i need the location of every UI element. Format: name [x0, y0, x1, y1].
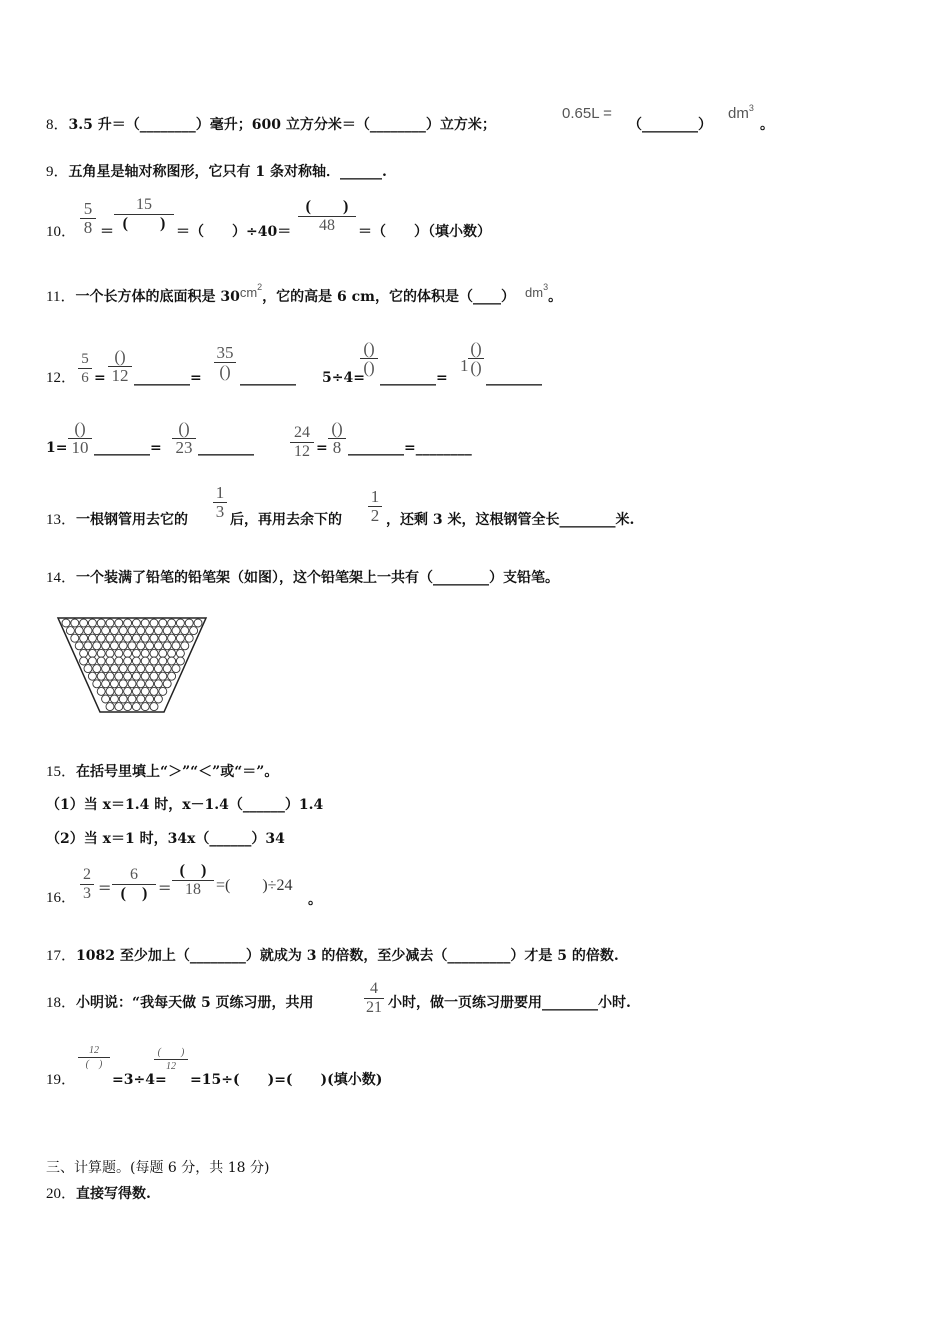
pencil-circle	[168, 657, 176, 665]
pencil-circle	[159, 634, 167, 642]
q16-equals-2: =	[158, 878, 172, 897]
pencil-circle	[110, 665, 118, 673]
q12-row2-mid: ________=	[94, 440, 162, 456]
pencil-circle	[132, 657, 140, 665]
q11-text-a: 一个长方体的底面积是 30	[75, 289, 240, 305]
q12-row2-fraction-4: () 8	[328, 420, 346, 457]
pencil-circle	[163, 642, 171, 650]
pencil-circle	[97, 657, 105, 665]
question-number: 17．	[46, 948, 77, 964]
q12-fraction-2: () 12	[108, 348, 132, 385]
q14-text: 一个装满了铅笔的铅笔架（如图），这个铅笔架上一共有（________）支铅笔。	[76, 570, 560, 586]
q12-blank-1: ________	[240, 370, 296, 386]
pencil-circle	[132, 634, 140, 642]
pencil-circle	[80, 649, 88, 657]
q12-row2-blank: ________	[198, 440, 254, 456]
pencil-circle	[93, 665, 101, 673]
pencil-circle	[110, 680, 118, 688]
pencil-circle	[97, 649, 105, 657]
pencil-circle	[159, 687, 167, 695]
pencil-circle	[88, 649, 96, 657]
pencil-circle	[132, 619, 140, 627]
q12-row2-fraction-1: () 10	[68, 420, 92, 457]
pencil-circle	[88, 657, 96, 665]
q10-fraction-3: ( ) 48	[298, 198, 356, 235]
q13-text-a: 一根钢管用去它的	[76, 512, 189, 528]
question-number: 8．	[46, 117, 69, 133]
pencil-circle	[150, 657, 158, 665]
pencil-circle	[102, 642, 110, 650]
question-13	[46, 510, 188, 530]
q10-fraction-1: 5 8	[80, 200, 96, 237]
q12-fraction-1: 5 6	[78, 350, 92, 387]
question-20	[46, 1184, 151, 1204]
pencil-circle	[172, 665, 180, 673]
q12-blank-2: ________	[486, 370, 542, 386]
pencil-rack-figure	[56, 616, 208, 714]
pencil-circle	[102, 680, 110, 688]
q12-fraction-5: () ()	[468, 340, 484, 377]
pencil-circle	[115, 634, 123, 642]
pencil-circle	[159, 649, 167, 657]
q16-fraction-1: 2 3	[80, 866, 94, 903]
pencil-circle	[172, 642, 180, 650]
pencil-circle	[119, 680, 127, 688]
q12-row2-lead: 1=	[46, 440, 68, 456]
pencil-circle	[190, 627, 198, 635]
pencil-circle	[141, 657, 149, 665]
pencil-circle	[128, 627, 136, 635]
question-number: 9．	[46, 164, 69, 180]
pencil-circle	[119, 695, 127, 703]
pencil-circle	[150, 672, 158, 680]
pencil-circle	[150, 619, 158, 627]
pencil-circle	[97, 687, 105, 695]
pencil-circle	[71, 619, 79, 627]
pencil-circle	[88, 619, 96, 627]
pencil-circle	[146, 695, 154, 703]
pencil-circle	[150, 687, 158, 695]
question-number: 16．	[46, 890, 77, 906]
question-number: 18．	[46, 995, 77, 1011]
question-19	[46, 1070, 76, 1090]
pencil-circle	[124, 634, 132, 642]
pencil-circle	[168, 634, 176, 642]
pencil-circle	[106, 657, 114, 665]
pencil-circle	[141, 619, 149, 627]
question-17	[46, 946, 619, 966]
pencil-circle	[88, 672, 96, 680]
pencil-circle	[163, 680, 171, 688]
q8-unit: $dm^3$	[728, 103, 754, 122]
q18-text-b: 小时，做一页练习册要用________小时.	[388, 995, 631, 1011]
q15-sub-1: （1）当 x＝1.4 时，x－1.4（______）1.4	[46, 797, 324, 813]
pencil-circle	[181, 642, 189, 650]
pencil-circle	[106, 703, 114, 711]
pencil-circle	[84, 665, 92, 673]
pencil-circle	[146, 680, 154, 688]
pencil-circle	[102, 665, 110, 673]
q19-middle: =3÷4=	[112, 1072, 167, 1088]
q17-text: 1082 至少加上（________）就成为 3 的倍数，至少减去（_________）才是 5 的倍数.	[76, 948, 619, 964]
pencil-circle	[97, 634, 105, 642]
pencil-circle	[80, 619, 88, 627]
pencil-circle	[84, 627, 92, 635]
pencil-circle	[128, 680, 136, 688]
pencil-circle	[146, 627, 154, 635]
q18-text-a: 小明说：“我每天做 5 页练习册，共用	[76, 995, 314, 1011]
question-18	[46, 993, 314, 1013]
pencil-circle	[132, 649, 140, 657]
pencil-circle	[124, 703, 132, 711]
pencil-circle	[80, 657, 88, 665]
pencil-circle	[159, 619, 167, 627]
q19-tail: =15÷( )=( )(填小数)	[190, 1072, 383, 1088]
pencil-circle	[115, 619, 123, 627]
q9-text: 五角星是轴对称图形，它只有 1 条对称轴．______.	[68, 164, 387, 180]
pencil-circle	[176, 634, 184, 642]
pencil-circle	[185, 619, 193, 627]
pencil-circle	[168, 649, 176, 657]
q20-text: 直接写得数.	[76, 1186, 151, 1202]
q12-row2-fraction-2: () 23	[172, 420, 196, 457]
pencil-circle	[93, 680, 101, 688]
pencil-circle	[141, 649, 149, 657]
pencil-circle	[75, 627, 83, 635]
q11-unit-1: $cm^2$	[239, 282, 263, 300]
question-number: 10．	[46, 224, 77, 240]
pencil-circle	[119, 627, 127, 635]
q8-end: 。	[760, 117, 774, 133]
q15-text: 在括号里填上“＞”“＜”或“＝”。	[76, 764, 279, 780]
pencil-circle	[110, 627, 118, 635]
pencil-circle	[106, 687, 114, 695]
q18-fraction: 4 21	[366, 980, 382, 1016]
pencil-circle	[62, 619, 70, 627]
pencil-circle	[163, 665, 171, 673]
q11-end: 。	[548, 289, 563, 305]
q15-sub-2: （2）当 x＝1 时，34x（______）34	[46, 831, 285, 847]
q12-row2-fraction-3: 24 12	[290, 424, 314, 461]
pencil-circle	[159, 657, 167, 665]
q12-division: 5÷4=	[322, 370, 365, 386]
pencil-circle	[128, 642, 136, 650]
q16-equals-1: =	[98, 878, 112, 897]
pencil-circle	[141, 687, 149, 695]
pencil-circle	[141, 703, 149, 711]
q8-text-a: 3.5 升＝（________）毫升；600 立方分米＝（________）立方米；	[68, 117, 496, 133]
pencil-circle	[115, 657, 123, 665]
question-number: 20．	[46, 1186, 77, 1202]
q12-mid-2: ________=	[380, 370, 448, 386]
question-15	[46, 762, 278, 782]
question-number: 15．	[46, 764, 77, 780]
q13-text-b: 后，再用去余下的	[230, 512, 342, 528]
question-number: 19．	[46, 1072, 77, 1088]
pencil-circle	[115, 687, 123, 695]
question-10	[46, 222, 76, 242]
pencil-circle	[132, 703, 140, 711]
pencil-circle	[185, 634, 193, 642]
pencil-circle	[88, 634, 96, 642]
pencil-circle	[75, 642, 83, 650]
pencil-circle	[154, 642, 162, 650]
pencil-circle	[106, 619, 114, 627]
pencil-circle	[124, 649, 132, 657]
pencil-circle	[80, 634, 88, 642]
pencil-circle	[115, 672, 123, 680]
pencil-circle	[154, 695, 162, 703]
q16-fraction-3: ( ) 18	[172, 862, 214, 899]
pencil-circle	[128, 695, 136, 703]
pencil-circle	[132, 687, 140, 695]
q16-tail: =( )÷24	[216, 877, 293, 894]
pencil-circle	[119, 665, 127, 673]
pencil-circle	[137, 665, 145, 673]
pencil-circle	[141, 634, 149, 642]
pencil-circle	[128, 665, 136, 673]
q11-text-b: ，它的高是 6 cm，它的体积是（____）	[262, 289, 515, 305]
pencil-circle	[106, 672, 114, 680]
pencil-circle	[84, 642, 92, 650]
q12-mid-1: ________=	[134, 370, 202, 386]
pencil-circle	[137, 695, 145, 703]
question-number: 11．	[46, 289, 76, 305]
question-9	[46, 162, 387, 182]
pencil-circle	[137, 627, 145, 635]
q19-fraction-2: ( ) 12	[154, 1046, 188, 1073]
pencil-circle	[106, 649, 114, 657]
pencil-circle	[154, 665, 162, 673]
pencil-circle	[176, 657, 184, 665]
q13-fraction-1: 1 3	[213, 484, 227, 521]
q12-fraction-4: () ()	[360, 340, 378, 377]
pencil-circle	[97, 672, 105, 680]
question-12	[46, 368, 76, 388]
pencil-circle	[150, 649, 158, 657]
pencil-circle	[176, 619, 184, 627]
q8-expression: 0.65L =	[562, 105, 612, 122]
pencil-circle	[124, 657, 132, 665]
pencil-circle	[132, 672, 140, 680]
pencil-circle	[150, 703, 158, 711]
question-16	[46, 888, 76, 908]
question-11	[46, 282, 563, 308]
pencil-circle	[194, 619, 202, 627]
pencil-circle	[137, 680, 145, 688]
pencil-circle	[168, 672, 176, 680]
question-number: 13．	[46, 512, 77, 528]
pencil-circle	[97, 619, 105, 627]
pencil-circle	[176, 649, 184, 657]
q8-answer-blank: （________）	[628, 117, 712, 133]
q10-equals: ＝	[100, 224, 114, 240]
q12-whole-number: 1	[460, 356, 469, 375]
pencil-circle	[115, 703, 123, 711]
section-3-title: 三、计算题。(每题 6 分，共 18 分)	[46, 1160, 270, 1176]
q19-fraction-1: 12 ( )	[78, 1044, 110, 1071]
pencil-circle	[163, 627, 171, 635]
pencil-circle	[102, 695, 110, 703]
question-14	[46, 568, 559, 588]
question-8	[46, 115, 496, 135]
pencil-circle	[154, 680, 162, 688]
pencil-circle	[102, 627, 110, 635]
q10-tail: ＝（ ）（填小数）	[358, 224, 491, 240]
pencil-circle	[137, 642, 145, 650]
pencil-circle	[110, 642, 118, 650]
pencil-circle	[146, 642, 154, 650]
q12-equals-1: =	[94, 370, 106, 386]
pencil-circle	[124, 672, 132, 680]
q16-end: 。	[308, 892, 322, 908]
pencil-circle	[124, 619, 132, 627]
pencil-circle	[172, 627, 180, 635]
q11-unit-2: $dm^3$	[525, 282, 549, 300]
pencil-circle	[66, 627, 74, 635]
q12-row2-tail: ________=________	[348, 440, 472, 456]
pencil-circle	[71, 634, 79, 642]
question-number: 12．	[46, 370, 77, 386]
q16-fraction-2: 6 ( )	[112, 866, 156, 903]
pencil-circle	[159, 672, 167, 680]
pencil-circle	[150, 634, 158, 642]
pencil-circle	[119, 642, 127, 650]
pencil-circle	[154, 627, 162, 635]
pencil-circle	[146, 665, 154, 673]
q13-fraction-2: 1 2	[368, 488, 382, 525]
pencil-circle	[115, 649, 123, 657]
pencil-circle	[141, 672, 149, 680]
pencil-circle	[110, 695, 118, 703]
q12-row2-equals: =	[316, 440, 328, 456]
pencil-circle	[168, 619, 176, 627]
question-number: 14．	[46, 570, 77, 586]
q10-fraction-2: 15 ( )	[114, 196, 174, 233]
q12-fraction-3: 35 ()	[214, 344, 236, 381]
pencil-circle	[93, 642, 101, 650]
q13-text-c: ，还剩 3 米，这根钢管全长________米.	[386, 512, 635, 528]
pencil-circle	[93, 627, 101, 635]
pencil-circle	[106, 634, 114, 642]
pencil-circle	[181, 627, 189, 635]
q10-middle: ＝（ ）÷40＝	[176, 224, 292, 240]
pencil-circle	[124, 687, 132, 695]
